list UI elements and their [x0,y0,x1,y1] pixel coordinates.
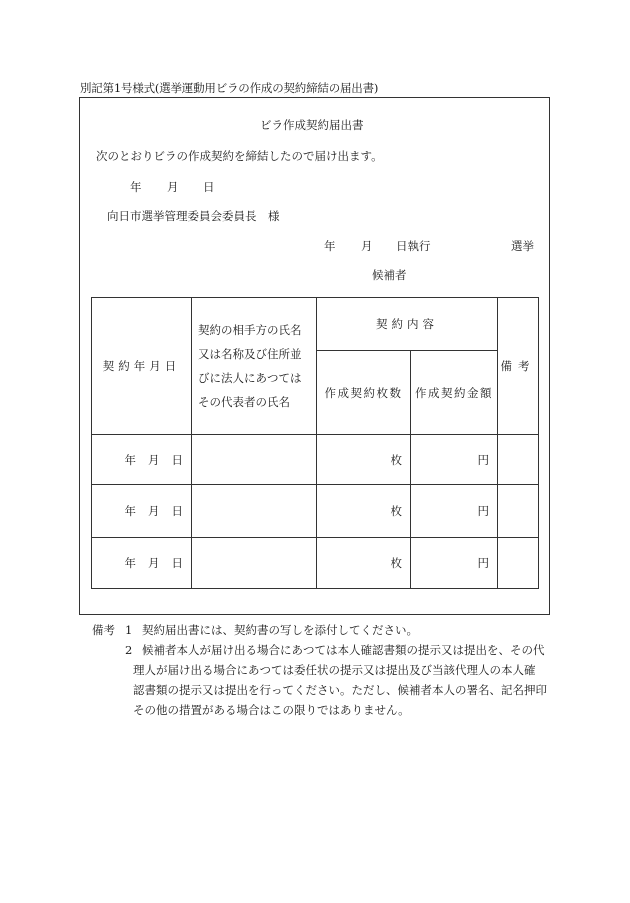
header-remarks: 備考 [498,298,539,435]
row-day-label: 日 [171,452,183,467]
header-counterparty [192,298,317,435]
row-year-label: 年 [124,504,136,518]
row-amount-cell[interactable]: 円 [411,435,498,485]
exec-month-label: 月 [361,239,373,253]
note-text-line: 候補者本人が届け出る場合にあつては本人確認書類の提示又は提出を、その代 [142,643,545,657]
addressee: 向日市選挙管理委員会委員長 様 [107,209,280,223]
date-day-label: 日 [203,180,215,194]
note-text-line: 契約届出書には、契約書の写しを添付してください。 [142,623,418,637]
row-month-label: 月 [148,556,160,570]
header-counterparty-line: 又は名称及び住所並 [198,347,302,361]
exec-day-label: 日執行 [396,239,431,253]
intro-text: 次のとおりビラの作成契約を締結したので届け出ます。 [96,149,383,163]
header-counterparty-line: その代表者の氏名 [198,395,290,409]
row-remarks-cell[interactable] [498,538,539,589]
date-year-label: 年 [130,180,142,194]
row-count-cell[interactable]: 枚 [317,538,411,589]
row-count-cell[interactable]: 枚 [317,485,411,538]
header-contract-date: 契約年月日 [92,298,192,435]
date-month-label: 月 [167,180,179,194]
note-text-line: 認書類の提示又は提出を行ってください。ただし、候補者本人の署名、記名押印 [133,683,547,697]
contract-table [91,297,539,589]
row-counterparty-cell[interactable] [192,485,317,538]
note-text-line: 理人が届け出る場合にあつては委任状の提示又は提出及び当該代理人の本人確 [133,663,536,677]
note-number: 1 [125,623,133,637]
row-remarks-cell[interactable] [498,435,539,485]
row-amount-cell[interactable]: 円 [411,485,498,538]
row-date-cell [92,538,192,589]
header-counterparty-line: びに法人にあつては [198,371,302,385]
document-title: ビラ作成契約届出書 [260,118,364,132]
row-amount-cell[interactable]: 円 [411,538,498,589]
note-text-line: その他の措置がある場合はこの限りではありません。 [133,703,410,717]
exec-year-label: 年 [324,239,336,253]
election-label: 選挙 [511,239,534,253]
row-count-cell[interactable]: 枚 [317,435,411,485]
row-month-label: 月 [148,504,160,518]
row-year-label: 年 [124,452,136,467]
note-number: 2 [125,643,133,657]
row-remarks-cell[interactable] [498,485,539,538]
row-counterparty-cell[interactable] [192,435,317,485]
row-month-label: 月 [148,452,160,467]
table-row [92,538,539,589]
row-day-label: 日 [171,504,183,518]
header-counterparty-line: 契約の相手方の氏名 [198,323,302,337]
header-contract-amount: 作成契約金額 [411,351,498,435]
table-row [92,485,539,538]
notes-label: 備考 [92,623,115,637]
table-row [92,435,539,485]
candidate-label: 候補者 [372,268,407,282]
header-contract-count: 作成契約枚数 [317,351,411,435]
row-date-cell [92,485,192,538]
row-counterparty-cell[interactable] [192,538,317,589]
row-day-label: 日 [171,556,183,570]
header-contract-contents: 契約内容 [317,298,498,351]
row-date-cell [92,435,192,485]
form-heading: 別記第1号様式(選挙運動用ビラの作成の契約締結の届出書) [80,81,379,95]
row-year-label: 年 [124,556,136,570]
